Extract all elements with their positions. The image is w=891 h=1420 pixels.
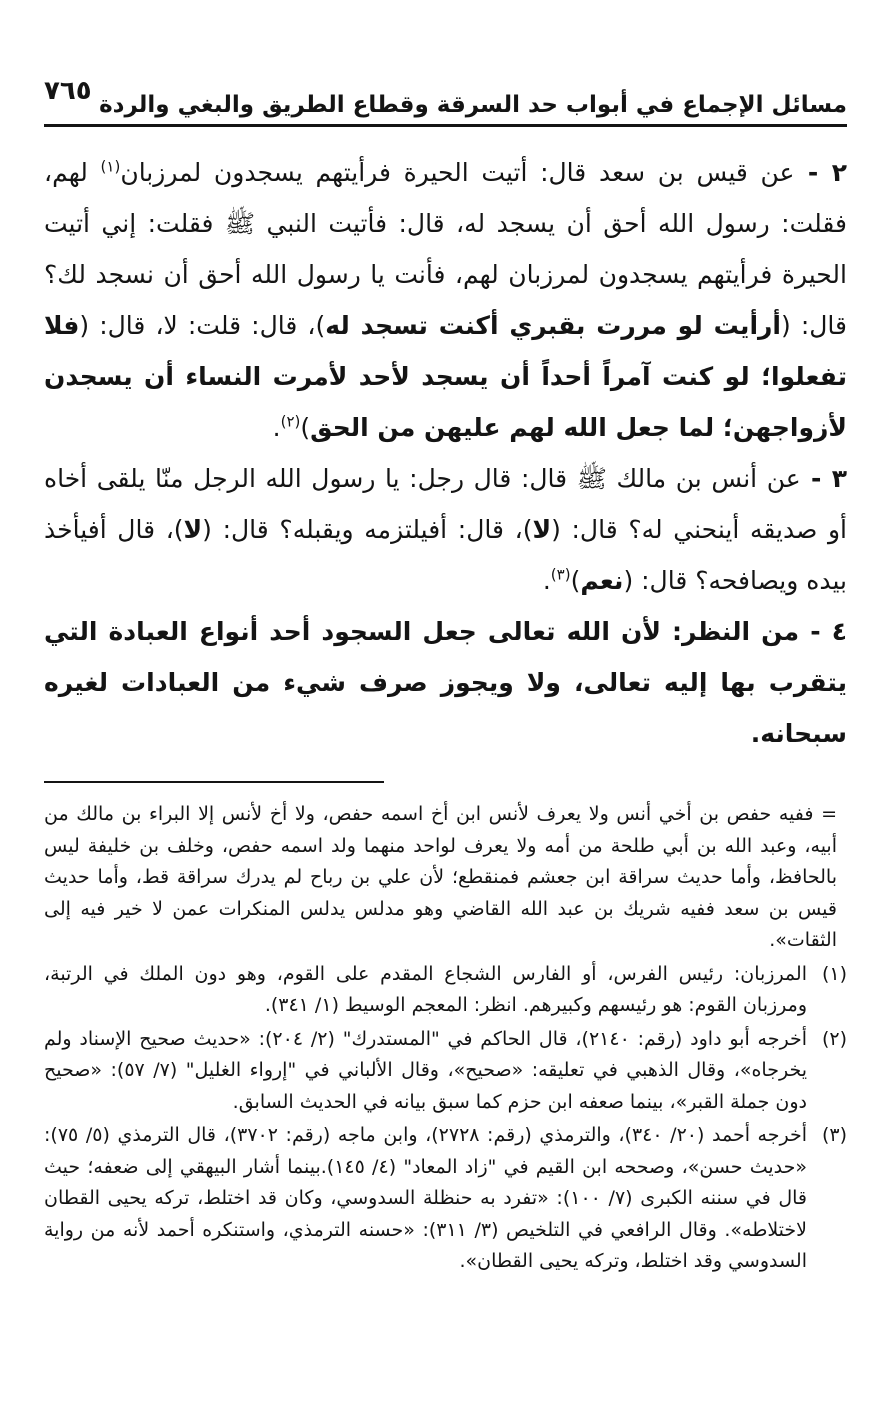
- item-number: ٢: [831, 158, 847, 187]
- evidence-item-2: [44, 147, 847, 453]
- footnote-3: [44, 1120, 847, 1278]
- hadith-quote: لا: [183, 515, 203, 544]
- page-number: ٧٦٥: [44, 76, 92, 106]
- hadith-quote: لا: [532, 515, 552, 544]
- item-text: .: [542, 566, 551, 595]
- item-text: )، قال أفيأخذ بيده ويصافحه؟ قال: (: [44, 515, 847, 595]
- footnote-continuation: = ففيه حفص بن أخي أنس ولا يعرف لأنس ابن أخ اسمه حفص، ولا أخ لأنس إلا البراء بن مالك من أبيه، وعبد الله بن أبي طلحة من أمه ولا يعرف لواحد منهما ولد اسمه حفص، وخلف بن خليفة ليس بالحافظ، وأما حديث سراقة ابن جعشم فمنقطع؛ لأن علي بن رباح لم يدرك سراقة قط، وأما حديث قيس بن سعد ففيه شريك بن عبد الله القاضي وهو مدلس يدلس المنكرات عمن لا خير فيه إلى الثقات».: [44, 803, 837, 951]
- footnote-number: (٣): [821, 1124, 847, 1146]
- item-text: من النظر: لأن الله تعالى جعل السجود أحد أنواع العبادة التي يتقرب بها إليه تعالى، ولا ويجوز صرف شيء من العبادات لغيره سبحانه.: [44, 617, 847, 748]
- hadith-quote: فلا تفعلوا؛ لو كنت آمراً أحداً أن يسجد لأحد لأمرت النساء أن يسجدن لأزواجهن؛ لما جعل الله لهم عليهن من الحق: [44, 311, 847, 442]
- hadith-quote: نعم: [580, 566, 624, 595]
- footnote-separator-wrap: [44, 759, 847, 783]
- item-dash: -: [799, 617, 832, 646]
- footnote-ref-1[interactable]: (١): [100, 157, 121, 176]
- evidence-item-4: [44, 606, 847, 759]
- item-text: لهم، فقلت: رسول الله أحق أن يسجد له، قال: فأتيت النبي ﷺ فقلت: إني أتيت الحيرة فرأيتهم يسجدون لمرزبان لهم، فأنت يا رسول الله أحق أن نسجد لك؟ قال: (: [44, 158, 847, 340]
- item-text: ): [570, 566, 581, 595]
- item-text: )، قال: أفيلتزمه ويقبله؟ قال: (: [202, 515, 533, 544]
- item-text: ): [300, 413, 311, 442]
- hadith-quote: أرأيت لو مررت بقبري أكنت تسجد له: [325, 311, 781, 340]
- item-dash: -: [800, 464, 832, 493]
- item-text: عن أنس بن مالك ﷺ قال: قال رجل: يا رسول الله الرجل منّا يلقى أخاه أو صديقه أينحني له؟ قال: (: [44, 464, 847, 544]
- item-number: ٤: [831, 617, 847, 646]
- item-text: .: [272, 413, 281, 442]
- running-title: مسائل الإجماع في أبواب حد السرقة وقطاع الطريق والبغي والردة: [99, 92, 847, 118]
- item-dash: -: [794, 158, 832, 187]
- footnote-number: (١): [821, 962, 847, 985]
- footnote-ref-2[interactable]: (٢): [280, 412, 301, 431]
- footnote-ref-3[interactable]: (٣): [550, 565, 571, 584]
- item-number: ٣: [831, 464, 847, 493]
- footnotes: [44, 799, 847, 1278]
- evidence-item-3: [44, 453, 847, 606]
- footnote-text: المرزبان: رئيس الفرس، أو الفارس الشجاع المقدم على القوم، وهو دون الملك في الرتبة، ومرزبان القوم: هو رئيسهم وكبيرهم. انظر: المعجم الوسيط (١/ ٣٤١).: [44, 962, 807, 1016]
- footnote-text: أخرجه أحمد (٢٠/ ٣٤٠)، والترمذي (رقم: ٢٧٢٨)، وابن ماجه (رقم: ٣٧٠٢)، قال الترمذي (٥/ ٧٥): «حديث حسن»، وصححه ابن القيم في "زاد المعاد" (٤/ ١٤٥).بينما أشار البيهقي إلى ضعفه؛ حيث قال في سننه الكبرى (٧/ ١٠٠): «تفرد به حنظلة السدوسي، وكان قد اختلط، تركه يحيى القطان لاختلاطه». وقال الرافعي في التلخيص (٣/ ٣١١): «حسنه الترمذي، واستنكره أحمد لأنه من رواية السدوسي وقد اختلط، وتركه يحيى القطان».: [44, 1124, 808, 1272]
- footnote-2: [44, 1024, 847, 1119]
- footnote-number: (٢): [821, 1027, 847, 1050]
- footnote-text: أخرجه أبو داود (رقم: ٢١٤٠)، قال الحاكم في "المستدرك" (٢/ ٢٠٤): «حديث صحيح الإسناد ولم يخرجاه»، وقال الذهبي في تعليقه: «صحيح»، وقال الألباني في "إرواء الغليل" (٧/ ٥٧): «صحيح دون جملة القبر»، بينما صعفه ابن حزم كما سبق بيانه في الحديث السابق.: [44, 1027, 807, 1113]
- footnote-separator: [44, 781, 384, 783]
- item-text: )، قال: قلت: لا، قال: (: [79, 311, 326, 340]
- footnote-1: [44, 959, 847, 1022]
- main-text: [44, 147, 847, 759]
- item-text: عن قيس بن سعد قال: أتيت الحيرة فرأيتهم يسجدون لمرزبان: [120, 158, 795, 187]
- page-header: [44, 60, 847, 127]
